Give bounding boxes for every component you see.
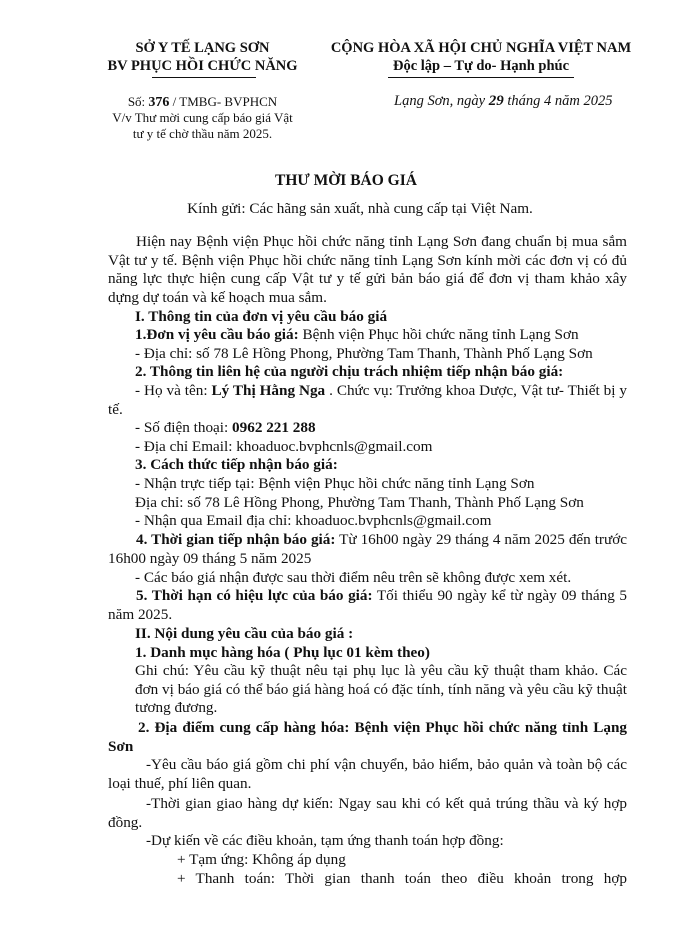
technical-note: Ghi chú: Yêu cầu kỹ thuật nêu tại phụ lục là yêu cầu kỹ thuật tham khảo. Các đơn vị báo giá có thể báo giá hàng hoá có đặc tính, tính năng và yêu cầu kỹ thuật tương đương. — [135, 662, 627, 717]
agency-name: SỞ Y TẾ LẠNG SƠN — [135, 40, 270, 56]
price-inclusion-requirement: -Yêu cầu báo giá gồm chi phí vận chuyển, bảo hiểm, bảo quản và toàn bộ các loại thuế, phí liên quan. — [108, 756, 627, 792]
goods-list: 1. Danh mục hàng hóa ( Phụ lục 01 kèm theo) — [135, 644, 430, 661]
receipt-time-note: - Các báo giá nhận được sau thời điểm nêu trên sẽ không được xem xét. — [135, 569, 572, 586]
hospital-name-underline — [152, 77, 256, 78]
document-number-handwritten: 376 — [148, 95, 170, 110]
national-motto: Độc lập – Tự do- Hạnh phúc — [392, 58, 570, 74]
subject-line-2: tư y tế chờ thầu năm 2025. — [132, 126, 273, 141]
section-1-heading: I. Thông tin của đơn vị yêu cầu báo giá — [135, 308, 388, 325]
delivery-location: 2. Địa điểm cung cấp hàng hóa: Bệnh viện Phục hồi chức năng tỉnh Lạng Sơn — [108, 719, 627, 755]
date-line: Lạng Sơn, ngày 29 tháng 4 năm 2025 — [394, 93, 613, 109]
receipt-email: - Nhận qua Email địa chỉ: khoaduoc.bvphcnls@gmail.com — [135, 512, 492, 529]
contact-name: - Họ và tên: Lý Thị Hằng Nga . Chức vụ: Trưởng khoa Dược, Vật tư- Thiết bị y tế. — [108, 382, 627, 418]
contact-heading: 2. Thông tin liên hệ của người chịu trách nhiệm tiếp nhận báo giá: — [135, 363, 564, 380]
advance-payment: + Tạm ứng: Không áp dụng — [177, 851, 346, 868]
requesting-unit: 1.Đơn vị yêu cầu báo giá: Bệnh viện Phục hồi chức năng tỉnh Lạng Sơn — [135, 326, 579, 343]
motto-underline — [388, 77, 574, 78]
section-2-heading: II. Nội dung yêu cầu của báo giá : — [135, 625, 354, 642]
greeting: Kính gửi: Các hãng sản xuất, nhà cung cấp tại Việt Nam. — [187, 200, 533, 217]
validity-period: 5. Thời hạn có hiệu lực của báo giá: Tối thiểu 90 ngày kể từ ngày 09 tháng 5 năm 2025. — [108, 587, 628, 623]
receipt-method-heading: 3. Cách thức tiếp nhận báo giá: — [135, 456, 338, 473]
document-number: Số: 376 / TMBG- BVPHCN — [127, 94, 278, 110]
requesting-unit-address: - Địa chỉ: số 78 Lê Hồng Phong, Phường Tam Thanh, Thành Phố Lạng Sơn — [135, 345, 593, 362]
hospital-name: BV PHỤC HỒI CHỨC NĂNG — [107, 58, 298, 74]
contact-email: - Địa chỉ Email: khoaduoc.bvphcnls@gmail.com — [135, 438, 433, 455]
payment-term: + Thanh toán: Thời gian thanh toán theo điều khoản trong hợp — [177, 870, 627, 887]
letter-title: THƯ MỜI BÁO GIÁ — [275, 172, 417, 189]
contact-phone: - Số điện thoại: 0962 221 288 — [135, 419, 316, 436]
delivery-time: -Thời gian giao hàng dự kiến: Ngay sau khi có kết quả trúng thầu và ký hợp đồng. — [108, 795, 627, 831]
payment-terms-intro: -Dự kiến về các điều khoản, tạm ứng thanh toán hợp đồng: — [146, 832, 504, 849]
date-day-handwritten: 29 — [488, 93, 504, 109]
subject-line-1: V/v Thư mời cung cấp báo giá Vật — [112, 110, 293, 125]
receipt-direct: - Nhận trực tiếp tại: Bệnh viện Phục hồi chức năng tỉnh Lạng Sơn — [135, 475, 535, 492]
receipt-time: 4. Thời gian tiếp nhận báo giá: Từ 16h00 ngày 29 tháng 4 năm 2025 đến trước 16h00 ngày 09 tháng 5 năm 2025 — [108, 531, 627, 567]
receipt-address: Địa chỉ: số 78 Lê Hồng Phong, Phường Tam Thanh, Thành Phố Lạng Sơn — [135, 494, 584, 511]
national-title: CỘNG HÒA XÃ HỘI CHỦ NGHĨA VIỆT NAM — [330, 40, 632, 56]
intro-paragraph: Hiện nay Bệnh viện Phục hồi chức năng tỉnh Lạng Sơn đang chuẩn bị mua sắm Vật tư y tế. Bệnh viện Phục hồi chức năng tỉnh Lạng Sơn kính mời các đơn vị có đủ năng lực thực hiện cung cấp Vật tư y tế gửi bản báo giá để đơn vị tham khảo xây dựng dự toán và kế hoạch mua sắm. — [108, 233, 627, 306]
